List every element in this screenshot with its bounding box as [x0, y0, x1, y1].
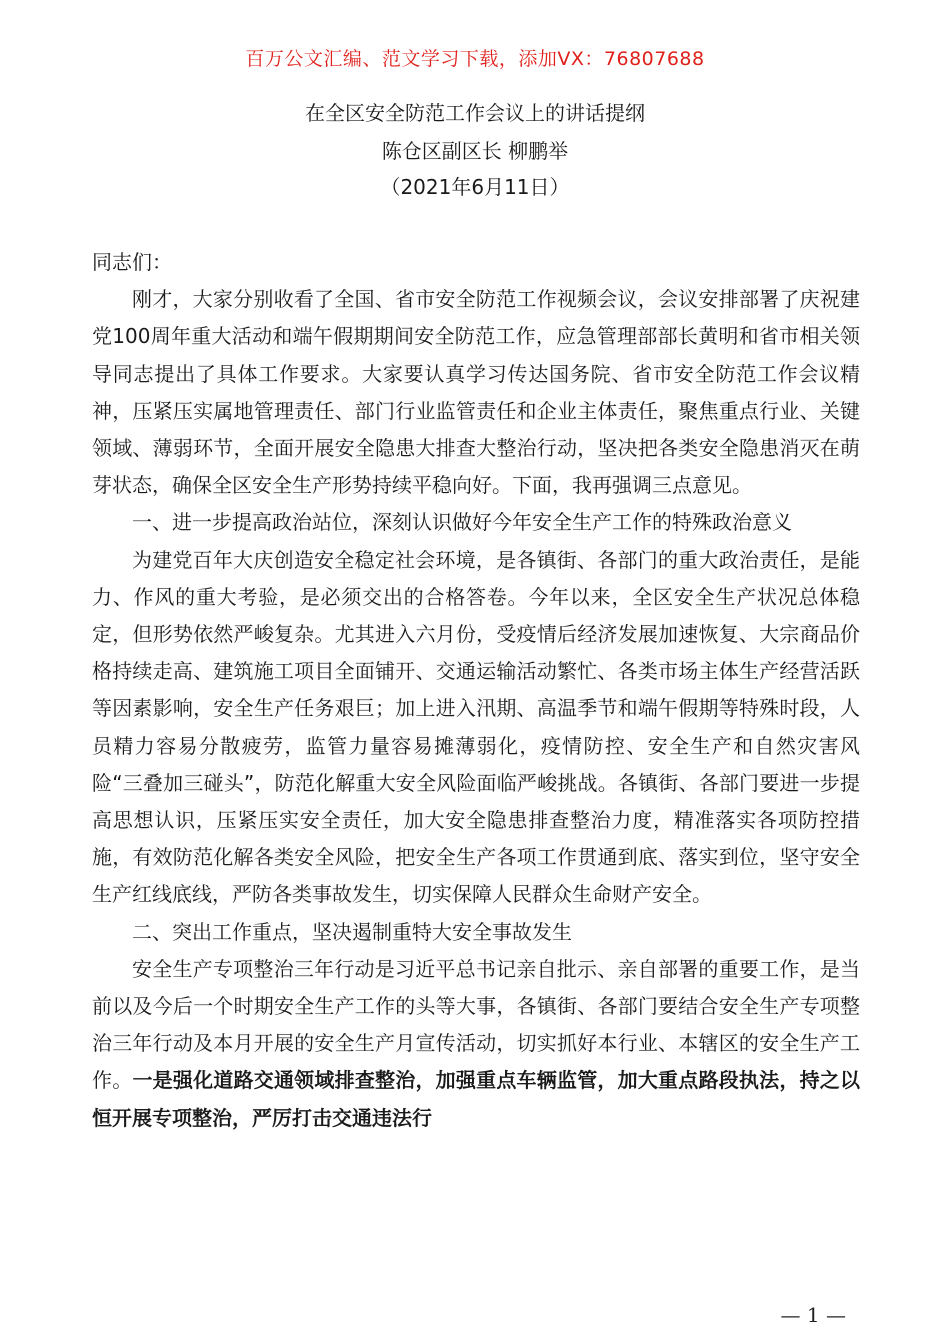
document-author: 陈仓区副区长 柳鹏举	[381, 139, 569, 163]
document-title: 在全区安全防范工作会议上的讲话提纲	[305, 101, 645, 125]
section-heading-1: 一、进一步提高政治站位，深刻认识做好今年安全生产工作的特殊政治意义	[132, 510, 792, 535]
paragraph-section-2-text: 安全生产专项整治三年行动是习近平总书记亲自批示、亲自部署的重要工作，是当前以及今后一个时期安全生产工作的头等大事，各镇街、各部门要结合安全生产专项整治三年行动及本月开展的安全生产月宣传活动，切实抓好本行业、本辖区的安全生产工作。	[92, 956, 860, 1093]
paragraph-intro: 刚才，大家分别收看了全国、省市安全防范工作视频会议，会议安排部署了庆祝建党100周年重大活动和端午假期期间安全防范工作，应急管理部部长黄明和省市相关领导同志提出了具体工作要求。大家要认真学习传达国务院、省市安全防范工作会议精神，压紧压实属地管理责任、部门行业监管责任和企业主体责任，聚焦重点行业、关键领域、薄弱环节，全面开展安全隐患大排查大整治行动，坚决把各类安全隐患消灭在萌芽状态，确保全区安全生产形势持续平稳向好。下面，我再强调三点意见。	[92, 287, 860, 498]
paragraph-section-2	[92, 951, 860, 1137]
section-heading-2: 二、突出工作重点，坚决遏制重特大安全事故发生	[132, 919, 572, 944]
paragraph-section-1: 为建党百年大庆创造安全稳定社会环境，是各镇街、各部门的重大政治责任，是能力、作风的重大考验，是必须交出的合格答卷。今年以来，全区安全生产状况总体稳定，但形势依然严峻复杂。尤其进入六月份，受疫情后经济发展加速恢复、大宗商品价格持续走高、建筑施工项目全面铺开、交通运输活动繁忙、各类市场主体生产经营活跃等因素影响，安全生产任务艰巨；加上进入汛期、高温季节和端午假期等特殊时段，人员精力容易分散疲劳，监管力量容易摊薄弱化，疫情防控、安全生产和自然灾害风险“三叠加三碰头”，防范化解重大安全风险面临严峻挑战。各镇街、各部门要进一步提高思想认识，压紧压实安全责任，加大安全隐患排查整治力度，精准落实各项防控措施，有效防范化解各类安全风险，把安全生产各项工作贯通到底、落实到位，坚守安全生产红线底线，严防各类事故发生，切实保障人民群众生命财产安全。	[92, 547, 860, 907]
salutation: 同志们：	[92, 250, 172, 274]
paragraph-section-2-bold: 一是强化道路交通领域排查整治，加强重点车辆监管，加大重点路段执法，持之以恒开展专项整治，严厉打击交通违法行	[92, 1068, 861, 1130]
watermark-banner: 百万公文汇编、范文学习下载，添加VX：76807688	[245, 48, 705, 70]
document-date: （2021年6月11日）	[380, 175, 570, 199]
document-body	[92, 244, 860, 1137]
page-number: — 1 —	[780, 1303, 846, 1327]
